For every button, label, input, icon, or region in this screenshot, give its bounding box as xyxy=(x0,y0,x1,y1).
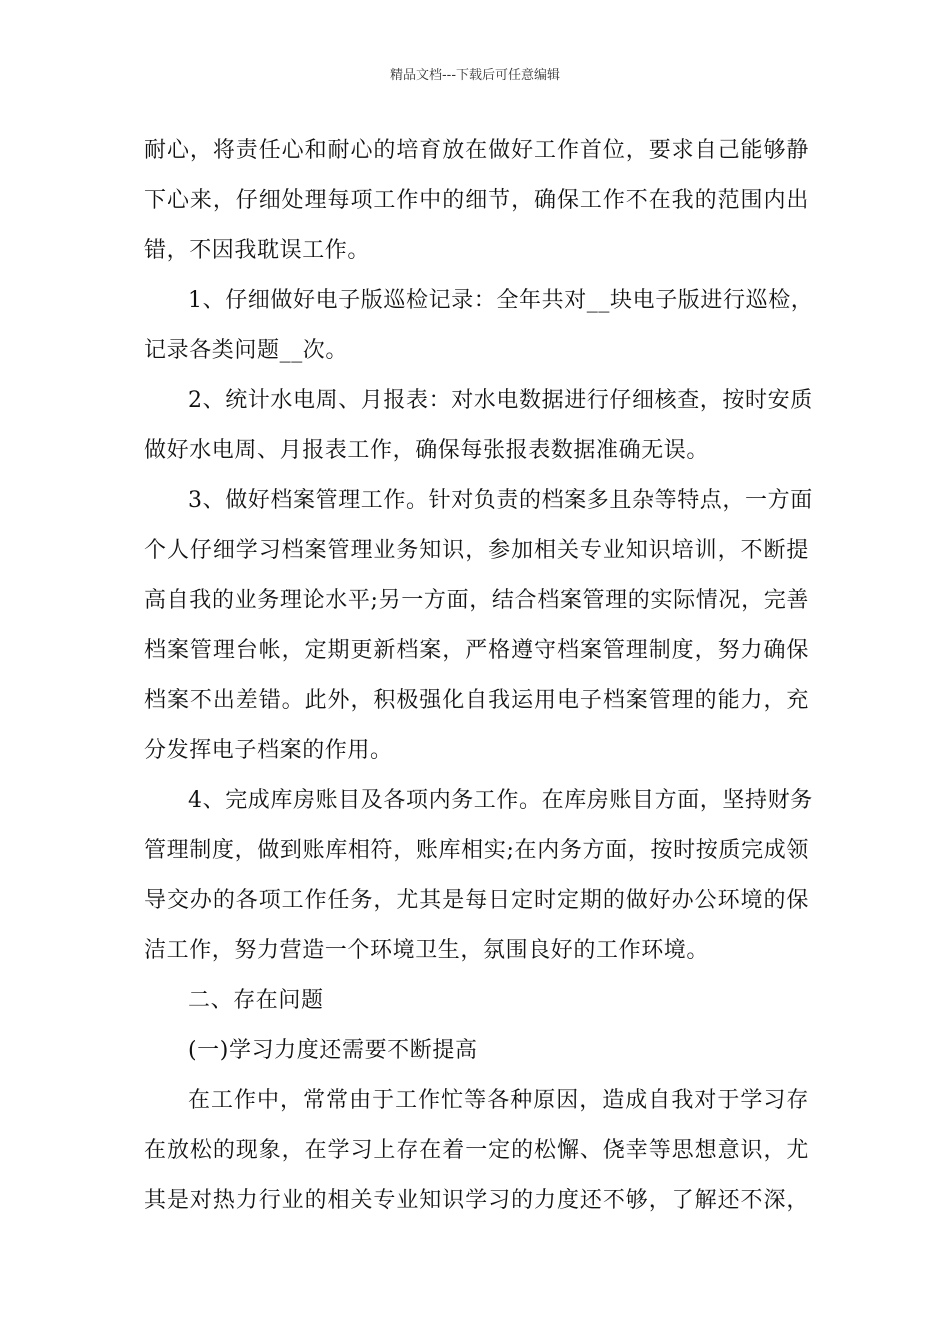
text-line: 耐心，将责任心和耐心的培育放在做好工作首位，要求自己能够静 xyxy=(144,138,809,163)
text-line: 导交办的各项工作任务，尤其是每日定时定期的做好办公环境的保 xyxy=(144,888,809,913)
text-line: 洁工作，努力营造一个环境卫生，氛围良好的工作环境。 xyxy=(144,938,710,963)
text-line: 做好水电周、月报表工作，确保每张报表数据准确无误。 xyxy=(144,438,710,463)
text-line: 4、完成库房账目及各项内务工作。在库房账目方面，坚持财务 xyxy=(188,788,813,813)
text-line: 在放松的现象，在学习上存在着一定的松懈、侥幸等思想意识，尤 xyxy=(144,1138,809,1163)
text-line: 记录各类问题__次。 xyxy=(144,338,349,363)
subsection-heading: (一)学习力度还需要不断提高 xyxy=(188,1038,478,1063)
text-line: 个人仔细学习档案管理业务知识，参加相关专业知识培训，不断提 xyxy=(144,538,809,563)
text-line: 分发挥电子档案的作用。 xyxy=(144,738,393,763)
text-line: 在工作中，常常由于工作忙等各种原因，造成自我对于学习存 xyxy=(188,1088,809,1113)
text-line: 1、仔细做好电子版巡检记录：全年共对__块电子版进行巡检， xyxy=(188,288,814,313)
text-line: 其是对热力行业的相关专业知识学习的力度还不够，了解还不深， xyxy=(144,1188,809,1213)
text-line: 2、统计水电周、月报表：对水电数据进行仔细核查，按时安质 xyxy=(188,388,813,413)
text-line: 错，不因我耽误工作。 xyxy=(144,238,371,263)
text-line: 高自我的业务理论水平;另一方面，结合档案管理的实际情况，完善 xyxy=(144,588,809,613)
text-line: 档案不出差错。此外，积极强化自我运用电子档案管理的能力，充 xyxy=(144,688,809,713)
page-header: 精品文档---下载后可任意编辑 xyxy=(389,68,561,83)
text-line: 档案管理台帐，定期更新档案，严格遵守档案管理制度，努力确保 xyxy=(144,638,809,663)
text-line: 管理制度，做到账库相符，账库相实;在内务方面，按时按质完成领 xyxy=(144,838,809,863)
section-heading: 二、存在问题 xyxy=(188,988,324,1013)
document-body xyxy=(144,126,814,1226)
text-line: 3、做好档案管理工作。针对负责的档案多且杂等特点，一方面 xyxy=(188,488,813,513)
text-line: 下心来，仔细处理每项工作中的细节，确保工作不在我的范围内出 xyxy=(144,188,809,213)
